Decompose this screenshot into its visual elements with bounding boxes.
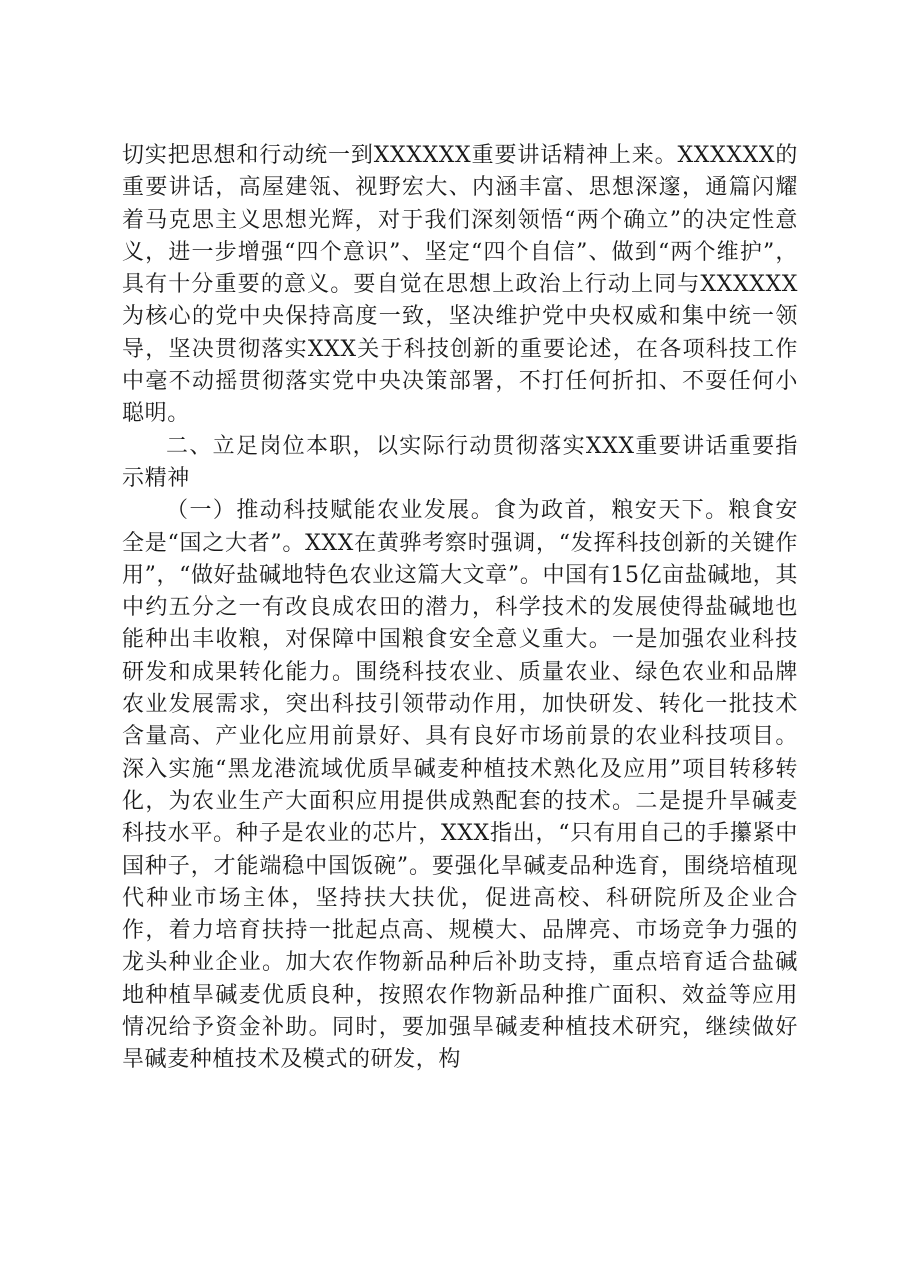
section-heading-2: 二、立足岗位本职，以实际行动贯彻落实XXX重要讲话重要指示精神 [122,433,798,491]
paragraph-1: 切实把思想和行动统一到XXXXXX重要讲话精神上来。XXXXXX的重要讲话，高屋建瓴、视野宏大、内涵丰富、思想深邃，通篇闪耀着马克思主义思想光辉，对于我们深刻领悟“两个确立”的决定性意义，进一步增强“四个意识”、坚定“四个自信”、做到“两个维护”，具有十分重要的意义。要自觉在思想上政治上行动上同与XXXXXX为核心的党中央保持高度一致，坚决维护党中央权威和集中统一领导，坚决贯彻落实XXX关于科技创新的重要论述，在各项科技工作中毫不动摇贯彻落实党中央决策部署，不打任何折扣、不耍任何小聪明。 [122,143,798,427]
document-body [122,140,798,1077]
paragraph-3: （一）推动科技赋能农业发展。食为政首，粮安天下。粮食安全是“国之大者”。XXX在黄骅考察时强调，“发挥科技创新的关键作用”，“做好盐碱地特色农业这篇大文章”。中国有15亿亩盐碱地，其中约五分之一有改良成农田的潜力，科学技术的发展使得盐碱地也能种出丰收粮，对保障中国粮食安全意义重大。一是加强农业科技研发和成果转化能力。围绕科技农业、质量农业、绿色农业和品牌农业发展需求，突出科技引领带动作用，加快研发、转化一批技术含量高、产业化应用前景好、具有良好市场前景的农业科技项目。深入实施“黑龙港流域优质旱碱麦种植技术熟化及应用”项目转移转化，为农业生产大面积应用提供成熟配套的技术。二是提升旱碱麦科技水平。种子是农业的芯片，XXX指出，“只有用自己的手攥紧中国种子，才能端稳中国饭碗”。要强化旱碱麦品种选育，围绕培植现代种业市场主体，坚持扶大扶优，促进高校、科研院所及企业合作，着力培育扶持一批起点高、规模大、品牌亮、市场竞争力强的龙头种业企业。加大农作物新品种后补助支持，重点培育适合盐碱地种植旱碱麦优质良种，按照农作物新品种推广面积、效益等应用情况给予资金补助。同时，要加强旱碱麦种植技术研究，继续做好旱碱麦种植技术及模式的研发，构 [122,498,798,1073]
